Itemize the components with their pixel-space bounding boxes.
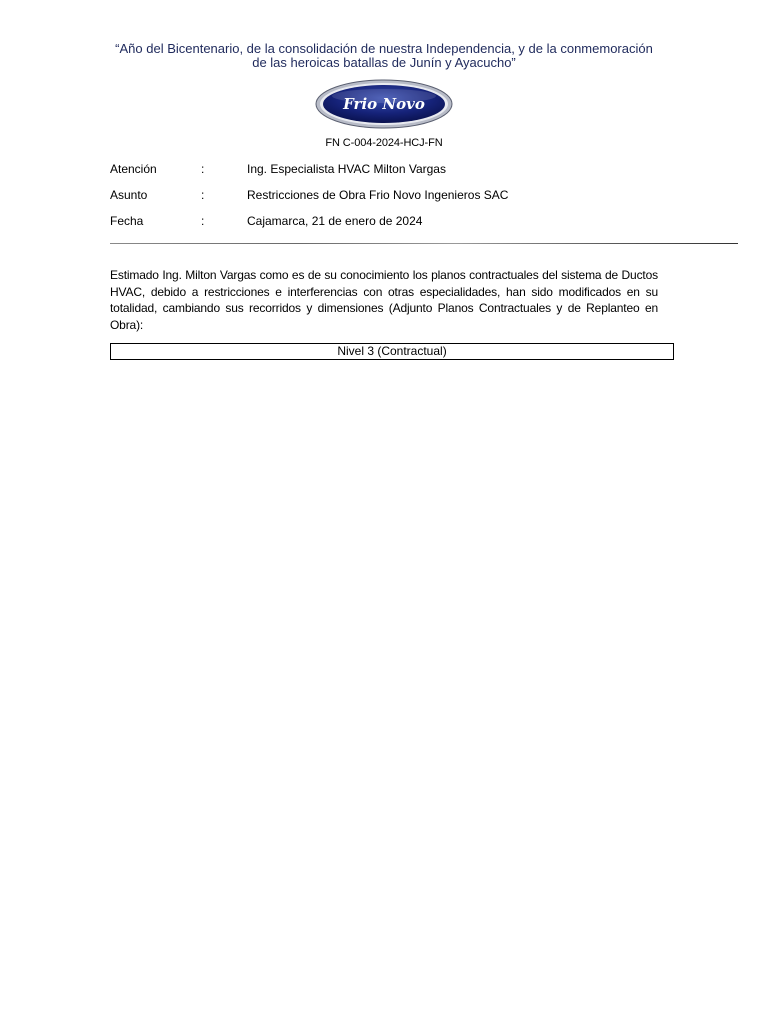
header-divider <box>110 243 738 244</box>
field-label: Atención <box>110 162 157 176</box>
document-code: FN C-004-2024-HCJ-FN <box>325 137 443 149</box>
frio-novo-logo <box>314 78 454 130</box>
field-separator: : <box>201 214 205 228</box>
body-paragraph: Estimado Ing. Milton Vargas como es de su conocimiento los planos contractuales del sistema de Ductos HVAC, debido a restricciones e interferencias con otras especialidades, han sido modificados en su totalidad, cambiando sus recorridos y dimensiones (Adjunto Planos Contractuales y de Replanteo en Obra): <box>110 268 658 332</box>
motto-line-2: de las heroicas batallas de Junín y Ayacucho” <box>252 55 516 70</box>
field-value: Ing. Especialista HVAC Milton Vargas <box>247 162 446 176</box>
level-caption: Nivel 3 (Contractual) <box>337 344 447 358</box>
motto-line-1: “Año del Bicentenario, de la consolidación de nuestra Independencia, y de la conmemoración <box>115 41 653 56</box>
field-separator: : <box>201 162 205 176</box>
field-value: Cajamarca, 21 de enero de 2024 <box>247 214 423 228</box>
level-caption-box <box>110 343 674 360</box>
field-separator: : <box>201 188 205 202</box>
motto-header <box>0 42 768 70</box>
field-label: Fecha <box>110 214 144 228</box>
logo-wordmark: Frio Novo <box>343 95 425 113</box>
field-value: Restricciones de Obra Frio Novo Ingenieros SAC <box>247 188 509 202</box>
field-label: Asunto <box>110 188 148 202</box>
